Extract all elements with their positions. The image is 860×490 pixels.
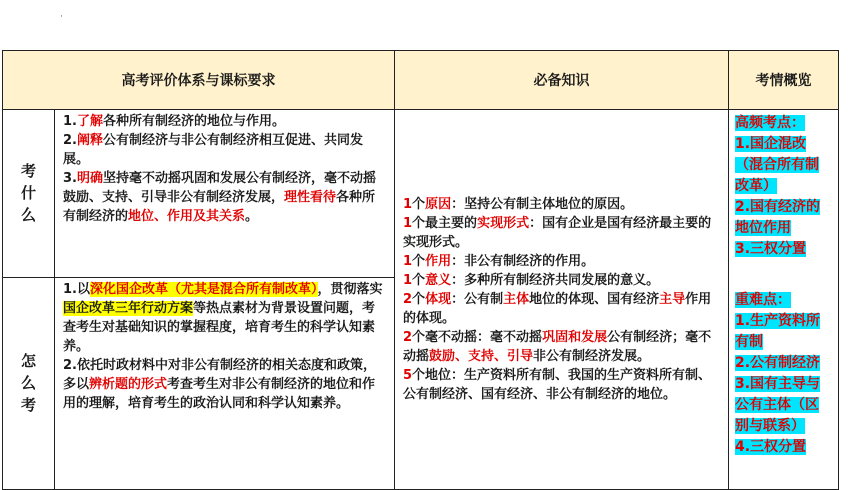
text-run: 阐释 (76, 133, 103, 148)
text-run: ：多种所有制经济共同发展的意义。 (451, 273, 660, 288)
text-run: 个 (412, 254, 426, 269)
text-run: 地位、作用及其关系 (128, 209, 246, 224)
text-run: ：坚持公有制主体地位的原因。 (451, 197, 634, 212)
text-run: 意义 (425, 273, 452, 288)
knowledge-item (403, 290, 720, 328)
text-run: 2. (63, 133, 77, 148)
exam-method-item (63, 280, 388, 356)
high-frequency-points (735, 112, 832, 259)
text-run: 实现形式 (477, 216, 530, 231)
exam-section-title: 高频考点： (735, 115, 805, 131)
text-run: 个 (412, 273, 426, 288)
exam-point: 2.国有经济的地位作用 (735, 199, 821, 236)
text-run: ，贯彻落实 (317, 281, 383, 297)
exam-overview (729, 110, 839, 490)
requirements-what (55, 110, 395, 278)
text-run: 个 (412, 197, 426, 212)
row-label-how: 怎 么 考 (3, 277, 55, 489)
content-table (2, 50, 839, 490)
exam-point: 1.国企混改（混合所有制改革） (735, 136, 819, 194)
row-what (3, 110, 839, 278)
text-run: 深化国企改革（尤其是混合所有制改革） (89, 281, 318, 297)
text-run: 个 (412, 292, 426, 307)
knowledge-item (403, 366, 720, 404)
text-run: 辨析题的形式 (89, 376, 168, 392)
text-run: 公有制经济与非公有制经济相互促进、共同发展。 (63, 133, 364, 167)
text-run: 个最主要的 (412, 216, 478, 231)
knowledge-item (403, 195, 720, 214)
text-run: 主体 (503, 292, 530, 307)
text-run: 个地位：生产资料所有制、我国的生产资料所有制、公有制经济、国有经济、非公有制经济的地位。 (403, 368, 712, 402)
text-run: 考查考生对非公有制经济的地位和作用的理解，培育考生的政治认同和科学认知素养。 (63, 376, 376, 411)
text-run: 原因 (425, 197, 452, 212)
requirement-item (63, 169, 388, 226)
row-label-what: 考 什 么 (3, 110, 55, 278)
requirement-item (63, 112, 388, 131)
corner-mark: · (60, 12, 63, 22)
exam-point: 1.生产资料所有制 (735, 313, 821, 350)
header-requirements: 高考评价体系与课标要求 (3, 51, 395, 110)
text-run: 非公有制经济发展。 (533, 349, 651, 364)
knowledge-item (403, 328, 720, 366)
text-run: 明确 (76, 171, 103, 186)
requirement-item (63, 131, 388, 169)
text-run: 坚持毫不动摇巩固和发展公有制经济，毫不动摇鼓励、支持、引导非公有制经济发展， (63, 171, 377, 205)
text-run: ：公有制 (451, 292, 504, 307)
text-run: 公有制经济；毫不动摇 (403, 330, 712, 364)
text-run: 2 (403, 330, 413, 345)
text-run: 。 (245, 209, 259, 224)
requirements-how (55, 277, 395, 489)
key-difficulties (735, 289, 832, 457)
text-run: 2.依托时政材料中对非公有制经济的相关态度和政策，多以 (63, 357, 376, 392)
text-run: 1.以 (63, 281, 90, 297)
knowledge-list (395, 110, 729, 490)
knowledge-item (403, 252, 720, 271)
text-run: 等热点素材为背景设置问题，考查考生对基础知识的掌握程度，培育考生的科学认知素养。 (63, 300, 376, 354)
exam-point: 4.三权分置 (735, 439, 807, 455)
exam-section-title: 重难点： (735, 292, 791, 308)
text-run: 各种所有制经济的地位与作用。 (103, 114, 286, 129)
header-exam-overview: 考情概览 (729, 51, 839, 110)
text-run: 3. (63, 171, 77, 186)
text-run: ：国有企业是国有经济最主要的实现形式。 (403, 216, 712, 250)
text-run: 1 (403, 216, 413, 231)
exam-point: 2.公有制经济 (735, 355, 821, 371)
text-run: 理性看待 (284, 190, 337, 205)
text-run: 1 (403, 197, 413, 212)
text-run: 鼓励、支持、引导 (429, 349, 534, 364)
text-run: ：非公有制经济的作用。 (451, 254, 595, 269)
text-run: 体现 (425, 292, 452, 307)
knowledge-item (403, 214, 720, 252)
text-run: 1. (63, 114, 77, 129)
header-row (3, 51, 839, 110)
text-run: 作用 (425, 254, 452, 269)
text-run: 1 (403, 254, 413, 269)
text-run: 作用的体现。 (403, 292, 712, 326)
exam-point: 3.国有主导与公有主体（区别与联系） (735, 376, 821, 434)
text-run: 2 (403, 292, 413, 307)
text-run: 主导 (659, 292, 686, 307)
text-run: 1 (403, 273, 413, 288)
knowledge-item (403, 271, 720, 290)
header-knowledge: 必备知识 (395, 51, 729, 110)
text-run: 国企改革三年行动方案 (63, 300, 194, 316)
text-run: 各种所有制经济的 (63, 190, 376, 224)
exam-method-item (63, 356, 388, 413)
text-run: 巩固和发展 (542, 330, 608, 345)
text-run: 了解 (76, 114, 103, 129)
text-run: 5 (403, 368, 413, 383)
exam-point: 3.三权分置 (735, 241, 807, 257)
text-run: 个毫不动摇：毫不动摇 (412, 330, 543, 345)
text-run: 地位的体现、国有经济 (529, 292, 660, 307)
